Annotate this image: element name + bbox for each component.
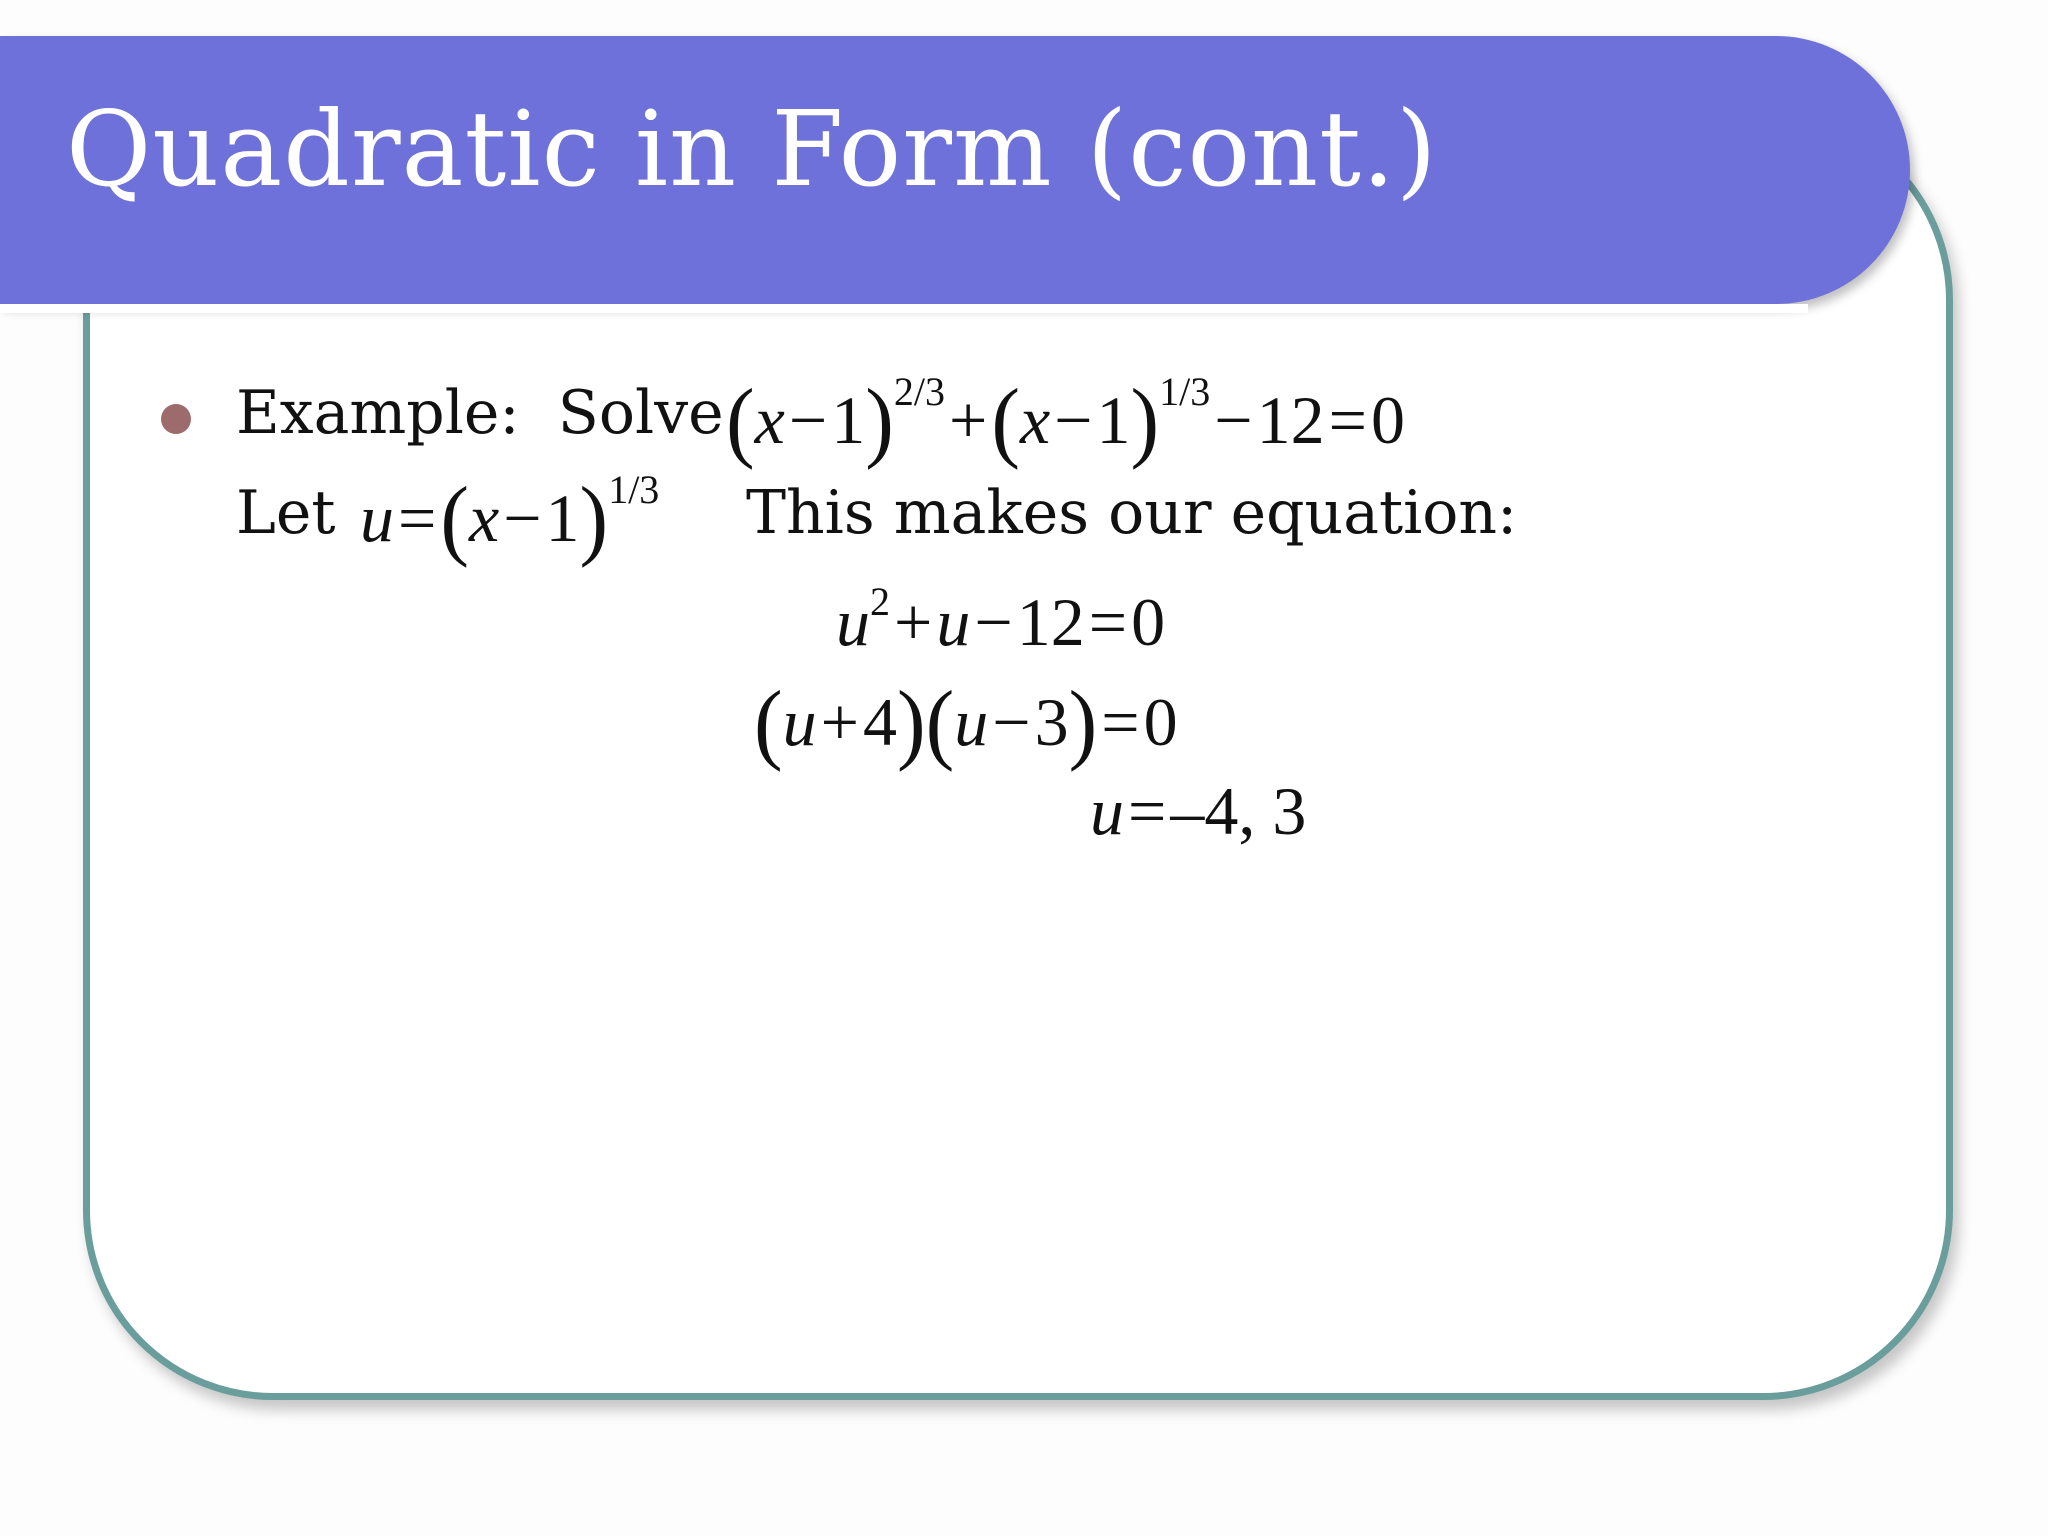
bullet-point [161, 404, 191, 434]
exponent-one-third: 1/3 [1159, 369, 1211, 414]
original-equation: $(x-1)^{2/3}+(x-1)^{1/3}-12=0$ [726, 369, 1405, 471]
slide-title: Quadratic in Form (cont.) [66, 88, 1438, 210]
makes-equation-text: This makes our equation: [746, 478, 1518, 548]
example-line [236, 378, 724, 448]
exponent-square: 2 [870, 579, 890, 624]
substitution-equation: $u=(x-1)^{1/3}$ [360, 467, 660, 569]
title-underline [0, 304, 1808, 313]
exponent-two-thirds: 2/3 [893, 369, 945, 414]
solve-label: Solve [557, 378, 724, 448]
factored-equation: (u+4)(u−3)=0 [754, 671, 1178, 773]
let-label: Let [236, 478, 336, 548]
solution-equation: u=–4, 3 [1090, 773, 1307, 849]
example-label: Example: [236, 378, 520, 448]
quadratic-equation: $u^2+u-12=0$ [836, 579, 1166, 660]
exponent-one-third-sub: 1/3 [608, 467, 660, 512]
